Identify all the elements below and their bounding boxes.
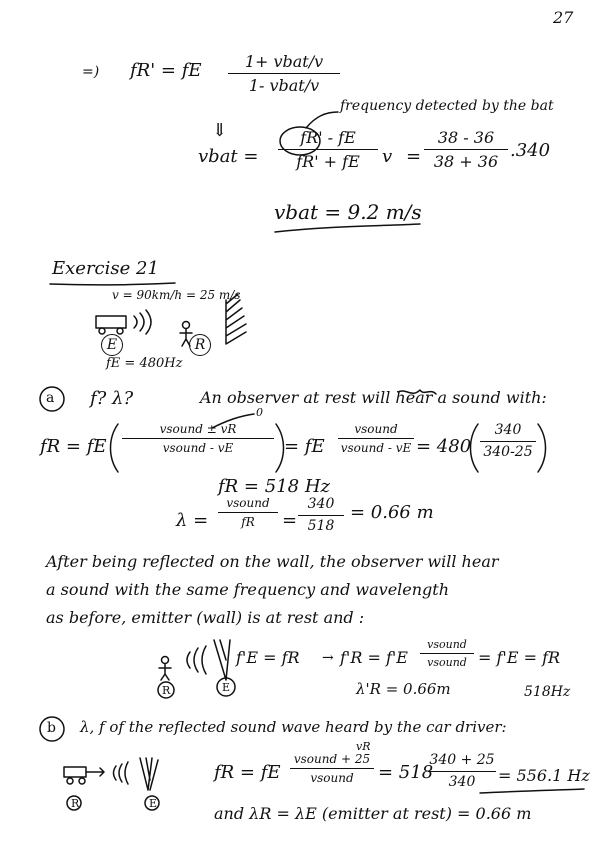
wall-frequency-equation: f'E = fR (236, 648, 300, 667)
exercise-title: Exercise 21 (52, 258, 159, 279)
vr-note: vR (356, 740, 371, 753)
part-b-numerator: vsound + 25 (293, 752, 371, 766)
numeric-doppler-denominator: 340-25 (483, 443, 533, 460)
fraction-bar (424, 149, 508, 150)
fraction-bar (420, 653, 474, 654)
frequency-denominator: fR' + fE (296, 152, 360, 172)
lambda-fraction (218, 496, 278, 530)
bat-frequency-annotation: frequency detected by the bat (340, 98, 554, 114)
given-speed: v = 90km/h = 25 m/s (112, 288, 241, 302)
doppler-general-fraction (122, 422, 274, 456)
general-denominator: vsound - vE (162, 441, 234, 456)
numeric-doppler-numerator: 340 (494, 422, 522, 438)
part-b-denominator: vsound (310, 771, 354, 786)
equals-sign: = (282, 510, 298, 531)
frequency-numerator: fR' - fE (300, 128, 356, 147)
fraction-numerator: 1+ vbat/v (244, 52, 324, 71)
fr-b-lhs: fR = fE (214, 762, 281, 783)
fraction-denominator: 1- vbat/v (248, 76, 320, 96)
paren-right-1 (276, 424, 284, 472)
frequency-prime-result: 518Hz (524, 684, 571, 700)
part-b-label: b (47, 720, 56, 736)
part-b-numeric-numerator: 340 + 25 (429, 752, 495, 768)
part-b-result: = 556.1 Hz (498, 766, 590, 785)
same-speed-numerator: vsound (427, 638, 467, 651)
simplified-denominator: vsound - vE (340, 441, 412, 456)
part-b-fraction (290, 752, 374, 786)
fraction-bar (480, 441, 536, 442)
speed-of-sound-symbol: v (382, 146, 393, 167)
part-b-statement: λ, f of the reflected sound wave heard by the car driver: (80, 718, 507, 736)
part-b-numeric-denominator: 340 (448, 773, 476, 790)
implies-down-arrow: ⇓ (212, 120, 228, 141)
result-underline (275, 224, 420, 232)
equals-518: = 518 (378, 762, 434, 783)
lambda-numerator: vsound (226, 496, 270, 510)
lambda-numeric-numerator: 340 (307, 496, 335, 512)
same-speed-fraction (420, 638, 474, 669)
lambda-numeric-denominator: 518 (307, 517, 335, 534)
emitter-label-middle: E (222, 681, 231, 694)
part-a-statement: An observer at rest will hear a sound with: (200, 388, 547, 407)
numeric-doppler-fraction (480, 422, 536, 461)
numeric-numerator: 38 - 36 (437, 128, 495, 147)
fraction-bar (228, 73, 340, 74)
reflection-text-line-2: a sound with the same frequency and wavelength (46, 580, 450, 599)
fr-result: fR = 518 Hz (218, 476, 330, 497)
simplified-numerator: vsound (354, 422, 398, 436)
part-b-lambda: and λR = λE (emitter at rest) = 0.66 m (214, 804, 532, 823)
fraction-bar (290, 768, 374, 769)
equation-lhs: fR' = fE (130, 60, 202, 81)
lambda-denominator: fR (241, 515, 255, 530)
emitter-label-top: E (101, 334, 123, 356)
fraction-bar (338, 438, 414, 439)
fr-lhs: fR = fE (40, 436, 107, 457)
numeric-denominator: 38 + 36 (433, 152, 499, 172)
fraction-bar (218, 512, 278, 513)
same-speed-denominator: vsound (427, 656, 467, 670)
page-number: 27 (553, 8, 574, 27)
fr-prime-tail: = f'E = fR (478, 648, 561, 667)
paren-left-2 (471, 424, 479, 472)
receiver-label-top: R (189, 334, 211, 356)
equals-sign: = (406, 146, 422, 167)
fe-equals: = fE (284, 436, 325, 457)
vbat-result: vbat = 9.2 m/s (274, 200, 422, 224)
car-drawing-top (96, 310, 151, 334)
reflection-text-line-1: After being reflected on the wall, the observer will hear (46, 552, 499, 571)
reflection-text-line-3: as before, emitter (wall) is at rest and : (46, 608, 365, 627)
fraction-bar (122, 438, 274, 439)
general-numerator: vsound ± vR (159, 422, 237, 436)
part-b-numeric-fraction (428, 752, 496, 791)
simplified-fraction (338, 422, 414, 456)
emitter-label-bottom: E (149, 797, 158, 810)
doppler-fraction (228, 52, 340, 95)
lambda-numeric-fraction (298, 496, 344, 535)
fraction-bar (428, 771, 496, 772)
receiver-label-bottom: R (71, 797, 80, 810)
lambda-prime-result: λ'R = 0.66m (356, 680, 451, 698)
paren-left-1 (111, 424, 119, 472)
given-frequency: fE = 480Hz (106, 356, 183, 371)
times-speed: .340 (510, 140, 551, 161)
arrow-right: → (322, 650, 334, 666)
zero-note: 0 (256, 406, 263, 419)
receiver-label-middle: R (162, 684, 171, 697)
numeric-fraction (424, 128, 508, 171)
lambda-result: = 0.66 m (350, 502, 434, 523)
vbat-label: vbat = (198, 146, 259, 167)
frequency-ratio-fraction (278, 128, 378, 171)
fraction-bar (298, 515, 344, 516)
equals-480: = 480 (416, 436, 472, 457)
lambda-lhs: λ = (176, 510, 209, 531)
annotation-arrow (306, 112, 338, 128)
part-a-label: a (46, 390, 55, 406)
fr-prime-lhs: f'R = f'E (340, 648, 408, 667)
implies-arrow: =) (82, 64, 100, 80)
exercise-title-underline (50, 283, 175, 285)
part-a-question: f? λ? (90, 388, 134, 409)
fraction-bar (278, 149, 378, 150)
paren-right-2 (538, 424, 546, 472)
